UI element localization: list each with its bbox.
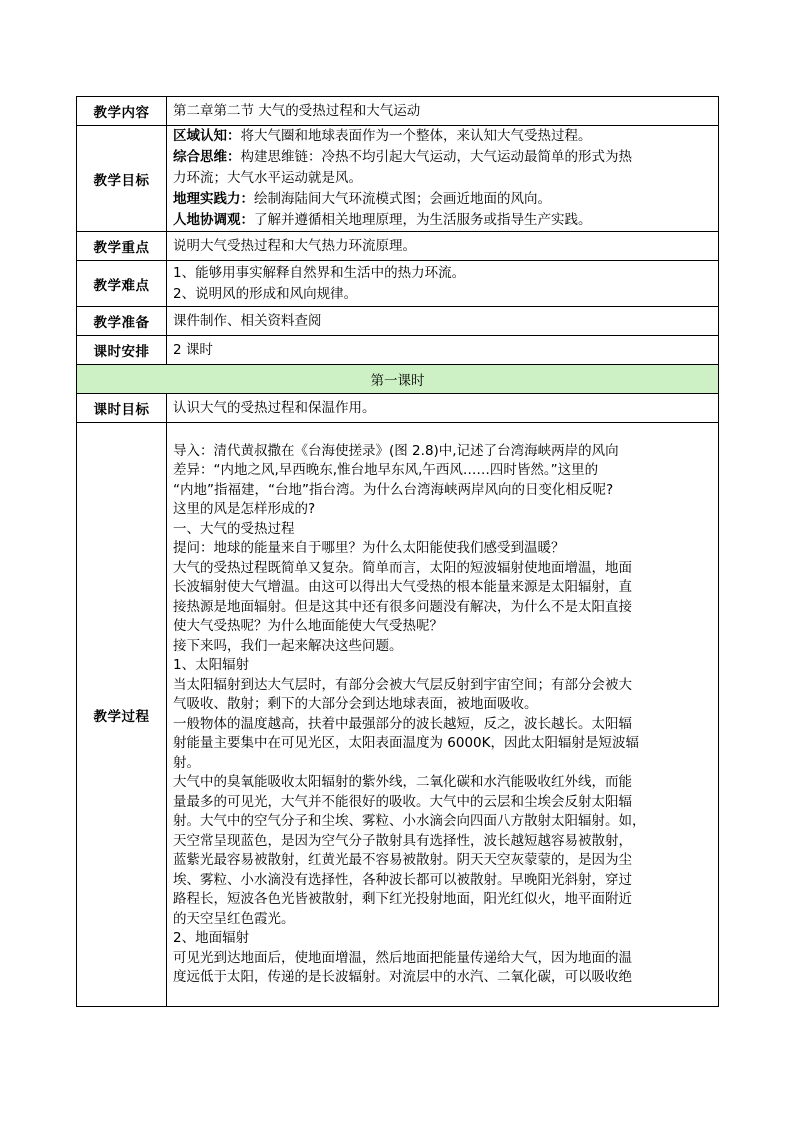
label-lesson-goal: 课时目标 bbox=[77, 394, 167, 423]
goal-item bbox=[173, 147, 712, 168]
process-line: 射。 bbox=[173, 754, 200, 771]
process-line: 射能量主要集中在可见光区，太阳表面温度为 6000K，因此太阳辐射是短波辐 bbox=[173, 735, 639, 751]
value-prep: 课件制作、相关资料查阅 bbox=[167, 307, 719, 336]
process-line: 1、太阳辐射 bbox=[173, 657, 250, 673]
first-lesson-heading: 第一课时 bbox=[77, 365, 719, 394]
value-key: 说明大气受热过程和大气热力环流原理。 bbox=[167, 232, 719, 261]
value-lesson-goal: 认识大气的受热过程和保温作用。 bbox=[167, 394, 719, 423]
value-content: 第二章第二节 大气的受热过程和大气运动 bbox=[167, 97, 719, 126]
goal-head: 区域认知： bbox=[173, 128, 241, 144]
value-difficult bbox=[167, 261, 719, 307]
goal-head: 综合思维： bbox=[173, 149, 241, 165]
label-schedule: 课时安排 bbox=[77, 336, 167, 365]
goal-item bbox=[173, 126, 712, 147]
row-process bbox=[77, 423, 719, 1007]
label-prep: 教学准备 bbox=[77, 307, 167, 336]
goal-text: 了解并遵循相关地理原理，为生活服务或指导生产实践。 bbox=[254, 212, 592, 228]
process-line: 蓝紫光最容易被散射，红黄光最不容易被散射。阴天天空灰蒙蒙的，是因为尘 bbox=[173, 852, 632, 868]
process-line: 大气中的臭氧能吸收太阳辐射的紫外线，二氧化碳和水汽能吸收红外线，而能 bbox=[173, 774, 632, 790]
difficult-line-2: 2、说明风的形成和风向规律。 bbox=[173, 285, 358, 302]
label-key: 教学重点 bbox=[77, 232, 167, 261]
process-line: 大气的受热过程既简单又复杂。简单而言，太阳的短波辐射使地面增温，地面 bbox=[173, 559, 632, 576]
process-line: 度远低于太阳，传递的是长波辐射。对流层中的水汽、二氧化碳，可以吸收绝 bbox=[173, 969, 632, 985]
goal-head: 人地协调观： bbox=[173, 212, 254, 228]
process-line: 埃、雾粒、小水滴没有选择性，各种波长都可以被散射。早晚阳光斜射，穿过 bbox=[173, 871, 632, 888]
process-line: 气吸收、散射；剩下的大部分会到达地球表面，被地面吸收。 bbox=[173, 696, 538, 712]
lesson-plan-table bbox=[76, 96, 719, 1007]
row-goals bbox=[77, 126, 719, 232]
value-goals bbox=[167, 126, 719, 232]
process-line: 这里的风是怎样形成的? bbox=[173, 501, 316, 517]
process-line: 射。大气中的空气分子和尘埃、雾粒、小水滴会向四面八方散射太阳辐射。如， bbox=[173, 813, 646, 829]
row-first-lesson bbox=[77, 365, 719, 394]
label-goals: 教学目标 bbox=[77, 126, 167, 232]
row-lesson-goal bbox=[77, 394, 719, 423]
process-line: 差异：“内地之风,早西晚东,惟台地早东风,午西风……四时皆然。”这里的 bbox=[173, 462, 599, 478]
process-line: 导入：清代黄叔撒在《台海使搓录》(图 2.8)中,记述了台湾海峡两岸的风向 bbox=[173, 442, 619, 459]
process-line: 一般物体的温度越高，扶着中最强部分的波长越短，反之，波长越长。太阳辐 bbox=[173, 715, 632, 732]
goal-item bbox=[173, 189, 712, 210]
process-line: “内地”指福建，“台地”指台湾。为什么台湾海峡两岸风向的日变化相反呢? bbox=[173, 481, 614, 498]
process-line: 2、地面辐射 bbox=[173, 930, 250, 946]
goal-text: 将大气圈和地球表面作为一个整体，来认知大气受热过程。 bbox=[240, 128, 592, 144]
process-line: 长波辐射使大气增温。由这可以得出大气受热的根本能量来源是太阳辐射，直 bbox=[173, 579, 632, 595]
process-line: 天空常呈现蓝色，是因为空气分子散射具有选择性，波长越短越容易被散射， bbox=[173, 832, 632, 849]
process-line: 提问：地球的能量来自于哪里？为什么太阳能使我们感受到温暖？ bbox=[173, 540, 565, 556]
label-content: 教学内容 bbox=[77, 97, 167, 126]
goal-text: 绘制海陆间大气环流模式图；会画近地面的风向。 bbox=[254, 191, 551, 207]
process-line: 接热源是地面辐射。但是这其中还有很多问题没有解决，为什么不是太阳直接 bbox=[173, 598, 632, 615]
goal-item-cont: 力环流；大气水平运动就是风。 bbox=[173, 170, 362, 186]
difficult-line-1: 1、能够用事实解释自然界和生活中的热力环流。 bbox=[173, 264, 466, 281]
goal-head: 地理实践力： bbox=[173, 191, 254, 207]
value-schedule: 2 课时 bbox=[167, 336, 719, 365]
process-line: 使大气受热呢？为什么地面能使大气受热呢？ bbox=[173, 618, 443, 634]
process-line: 量最多的可见光，大气并不能很好的吸收。大气中的云层和尘埃会反射太阳辐 bbox=[173, 793, 632, 810]
label-process: 教学过程 bbox=[77, 423, 167, 1007]
process-line: 接下来吗，我们一起来解决这些问题。 bbox=[173, 637, 403, 654]
process-line: 可见光到达地面后，使地面增温，然后地面把能量传递给大气，因为地面的温 bbox=[173, 949, 632, 966]
process-line: 的天空呈红色霞光。 bbox=[173, 910, 295, 927]
process-line: 路程长，短波各色光皆被散射，剩下红光投射地面，阳光红似火，地平面附近 bbox=[173, 891, 632, 907]
row-key bbox=[77, 232, 719, 261]
row-schedule bbox=[77, 336, 719, 365]
process-line: 一、大气的受热过程 bbox=[173, 520, 295, 537]
process-line: 当太阳辐射到达大气层时，有部分会被大气层反射到宇宙空间；有部分会被大 bbox=[173, 676, 632, 693]
row-content bbox=[77, 97, 719, 126]
goal-item bbox=[173, 210, 712, 231]
row-prep bbox=[77, 307, 719, 336]
value-process bbox=[167, 423, 719, 1007]
row-difficult bbox=[77, 261, 719, 307]
goal-text: 构建思维链：冷热不均引起大气运动，大气运动最简单的形式为热 bbox=[240, 149, 632, 165]
label-difficult: 教学难点 bbox=[77, 261, 167, 307]
